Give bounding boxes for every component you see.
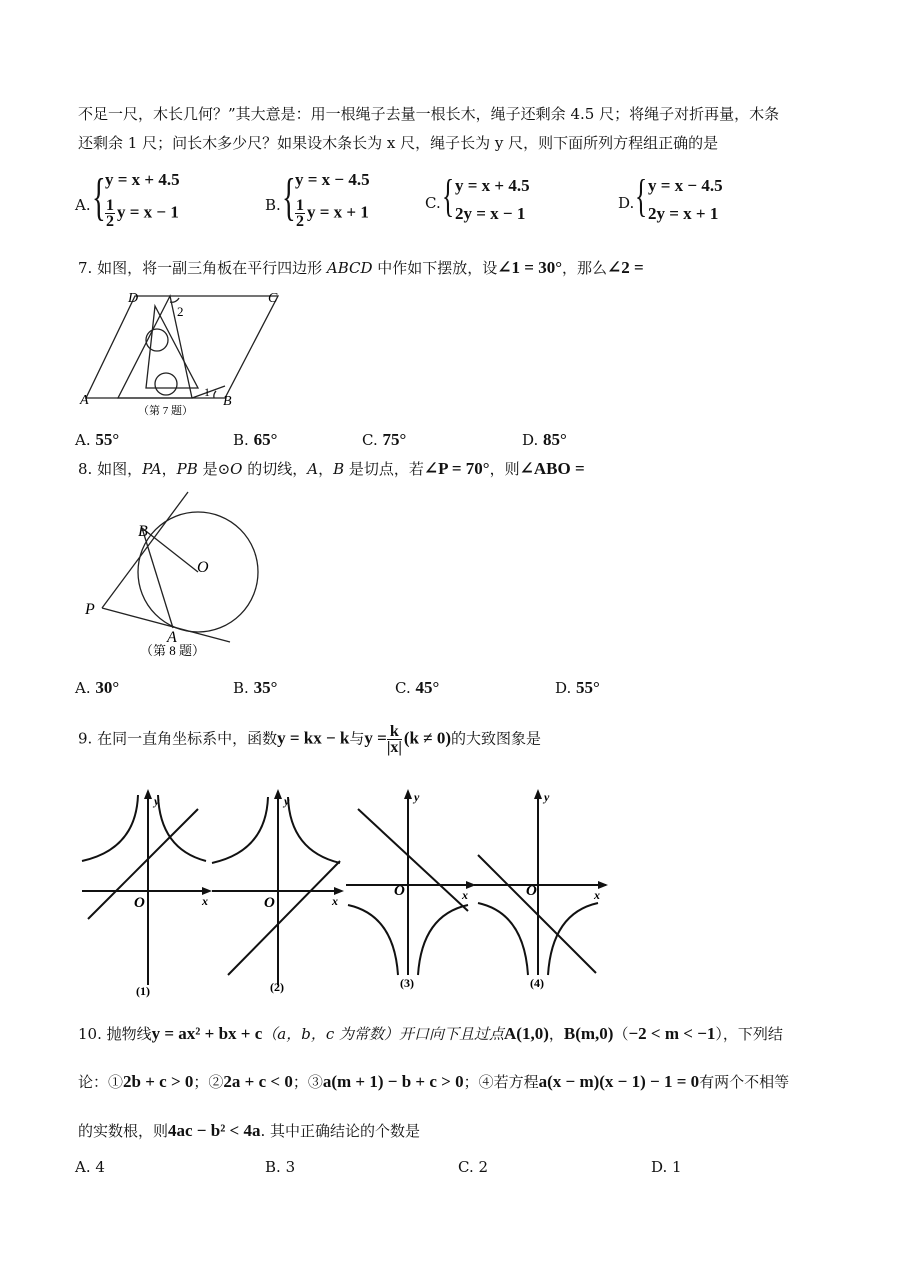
graph-2-x-label: x [332, 894, 338, 908]
set-square-2 [146, 306, 198, 388]
equation-2: 2y = x − 1 [455, 204, 526, 223]
q6-option-a[interactable] [75, 168, 255, 238]
graph-4 [474, 795, 606, 975]
left-brace: { [282, 169, 296, 226]
graph-2 [212, 795, 340, 985]
tangent-pb [102, 492, 188, 608]
equation-1: y = x − 4.5 [295, 170, 370, 189]
label-o: O [197, 559, 209, 576]
q8-stem: 8. 如图，PA，PB 是⊙O 的切线，A，B 是切点，若∠P = 70°，则∠ABO = [78, 459, 585, 478]
graph-4-x-label: x [594, 888, 600, 902]
intro-line-2: 还剩余 1 尺；问长木多少尺？如果设木条长为 x 尺，绳子长为 y 尺，则下面所列方程组正确的是 [78, 134, 719, 152]
q6-option-d[interactable] [618, 170, 798, 234]
graph-1-caption: (1) [136, 984, 150, 998]
graph-4-y-label: y [544, 790, 550, 804]
q6-option-c[interactable] [425, 170, 605, 234]
tangent-pa [102, 608, 230, 642]
label-angle-2: 2 [177, 304, 184, 319]
label-b: B [223, 394, 232, 409]
label-b: B [138, 523, 148, 540]
equation-1: y = x + 4.5 [105, 170, 180, 189]
label-a: A [80, 393, 89, 408]
left-brace: { [92, 169, 106, 226]
q7-figure [80, 288, 300, 418]
graph-3-x-label: x [462, 888, 468, 902]
q8-option-c[interactable]: C. 45° [395, 678, 440, 697]
equation-2: 2y = x + 1 [648, 204, 719, 223]
label-d: D [128, 291, 139, 306]
option-label: A. [75, 196, 91, 214]
equation-1: y = x − 4.5 [648, 176, 723, 195]
q9-stem: 9. 在同一直角坐标系中，函数y = kx − k与y = $\frac{k}{|x|}$ (k ≠ 0)的大致图象是 [78, 723, 542, 756]
q9-graphs [78, 785, 618, 1000]
label-c: C [268, 291, 278, 306]
graph-2-y-label: y [284, 794, 290, 808]
graph-2-origin: O [264, 895, 275, 911]
left-brace: { [442, 170, 455, 221]
radius-bo [142, 528, 198, 572]
graph-2-caption: (2) [270, 980, 284, 994]
graph-1-x-label: x [202, 894, 208, 908]
q10-option-d[interactable]: D. 1 [651, 1158, 682, 1176]
label-p: P [85, 601, 95, 618]
q10-line-1: 10. 抛物线y = ax² + bx + c（a，b，c 为常数）开口向下且过点A(1,0)，B(m,0)（−2 < m < −1），下列结 [78, 1024, 783, 1043]
graph-4-caption: (4) [530, 976, 544, 990]
graph-3-y-label: y [414, 790, 420, 804]
q8-caption: （第 8 题） [140, 643, 206, 658]
label-angle-1: 1 [204, 385, 210, 399]
q7-option-b[interactable]: B. 65° [233, 430, 278, 449]
hole-circle-1 [146, 329, 168, 351]
q7-stem: 7. 如图，将一副三角板在平行四边形 ABCD 中作如下摆放，设∠1 = 30°，那么∠2 = [78, 258, 644, 277]
graph-1 [82, 795, 206, 985]
graph-1-y-label: y [154, 794, 160, 808]
option-label: C. [425, 194, 441, 212]
q10-option-c[interactable]: C. 2 [458, 1158, 489, 1176]
label-a: A [167, 629, 177, 646]
q8-option-d[interactable]: D. 55° [555, 678, 600, 697]
angle-1-arc [214, 391, 216, 398]
equation-2: $\frac{1}{2}$ y = x − 1 [106, 197, 179, 230]
q8-option-b[interactable]: B. 35° [233, 678, 278, 697]
q7-caption: （第 7 题） [138, 405, 193, 417]
equation-2: $\frac{1}{2}$ y = x + 1 [296, 197, 369, 230]
graph-4-origin: O [526, 883, 537, 899]
option-label: D. [618, 194, 635, 212]
chord-ab [142, 528, 173, 628]
q10-line-3: 的实数根，则4ac − b² < 4a. 其中正确结论的个数是 [78, 1121, 421, 1140]
option-label: B. [265, 196, 281, 214]
graph-3-caption: (3) [400, 976, 414, 990]
graph-3-origin: O [394, 883, 405, 899]
equation-1: y = x + 4.5 [455, 176, 530, 195]
q7-option-a[interactable]: A. 55° [75, 430, 120, 449]
q6-option-b[interactable] [265, 168, 445, 238]
q10-option-b[interactable]: B. 3 [265, 1158, 296, 1176]
q10-line-2: 论：①2b + c > 0；②2a + c < 0；③a(m + 1) − b + c > 0；④若方程a(x − m)(x − 1) − 1 = 0有两个不相等 [78, 1072, 790, 1091]
q8-figure [80, 490, 250, 660]
fraction-k-over-abs-x: $\frac{k}{|x|}$ [386, 723, 402, 756]
q7-option-c[interactable]: C. 75° [362, 430, 407, 449]
hole-circle-2 [155, 373, 177, 395]
intro-line-1: 不足一尺，木长几何？”其大意是：用一根绳子去量一根长木，绳子还剩余 4.5 尺；将绳子对折再量，木条 [78, 105, 780, 123]
graph-1-origin: O [134, 895, 145, 911]
left-brace: { [635, 170, 648, 221]
q7-option-d[interactable]: D. 85° [522, 430, 567, 449]
graph-3 [346, 795, 472, 975]
q10-option-a[interactable]: A. 4 [75, 1158, 105, 1176]
q8-option-a[interactable]: A. 30° [75, 678, 120, 697]
